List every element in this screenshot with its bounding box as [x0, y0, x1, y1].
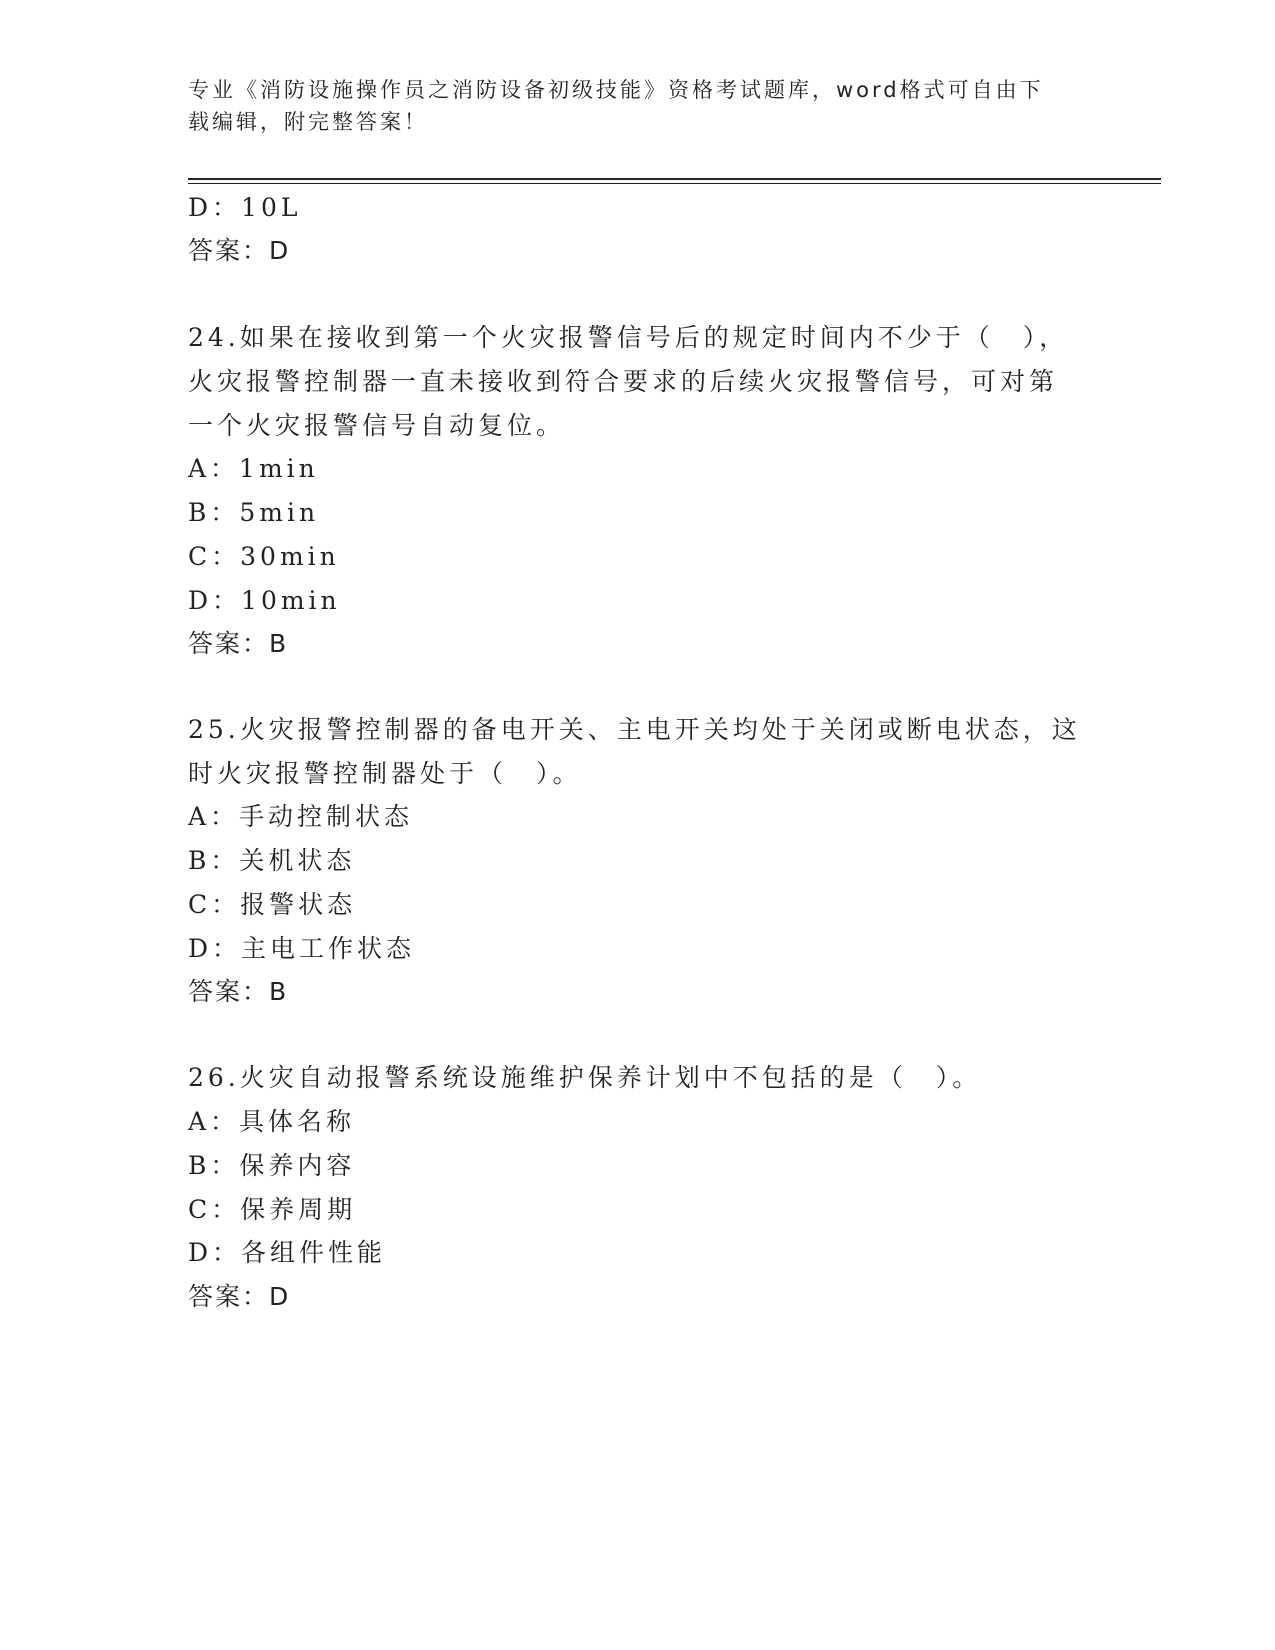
q25-text-line-2: 时火灾报警控制器处于（ ）。 — [188, 759, 582, 788]
prev-option-d: D：10L — [188, 193, 302, 222]
q26-option-b: B：保养内容 — [188, 1151, 356, 1180]
document-header — [188, 74, 1068, 138]
q26-answer: 答案：D — [188, 1282, 291, 1311]
q25-option-d: D：主电工作状态 — [188, 934, 416, 963]
q24-text-line-1: 24.如果在接收到第一个火灾报警信号后的规定时间内不少于（ ）， — [188, 323, 1069, 352]
q25-option-a: A：手动控制状态 — [188, 802, 414, 831]
q24-answer: 答案：B — [188, 629, 289, 658]
header-divider-thick — [188, 178, 1161, 180]
q24-option-b: B：5min — [188, 498, 320, 527]
header-divider-thin — [188, 183, 1161, 184]
header-line-1: 专业《消防设施操作员之消防设备初级技能》资格考试题库，word格式可自由下 — [188, 78, 1044, 102]
q24-text-line-2: 火灾报警控制器一直未接收到符合要求的后续火灾报警信号，可对第 — [188, 367, 1059, 396]
q26-option-c: C：保养周期 — [188, 1195, 357, 1224]
prev-answer: 答案：D — [188, 236, 291, 265]
q25-text-line-1: 25.火灾报警控制器的备电开关、主电开关均处于关闭或断电状态，这 — [188, 715, 1081, 744]
q26-option-a: A：具体名称 — [188, 1107, 356, 1136]
q26-text-line-1: 26.火灾自动报警系统设施维护保养计划中不包括的是（ ）。 — [188, 1063, 982, 1092]
q24-option-c: C：30min — [188, 542, 340, 571]
header-line-2: 载编辑，附完整答案！ — [188, 110, 428, 134]
q24-text-line-3: 一个火灾报警信号自动复位。 — [188, 411, 566, 440]
q25-option-c: C：报警状态 — [188, 890, 357, 919]
q24-option-a: A：1min — [188, 454, 319, 483]
q25-answer: 答案：B — [188, 977, 289, 1006]
q24-option-d: D：10min — [188, 586, 341, 615]
q25-option-b: B：关机状态 — [188, 846, 356, 875]
q26-option-d: D：各组件性能 — [188, 1238, 387, 1267]
